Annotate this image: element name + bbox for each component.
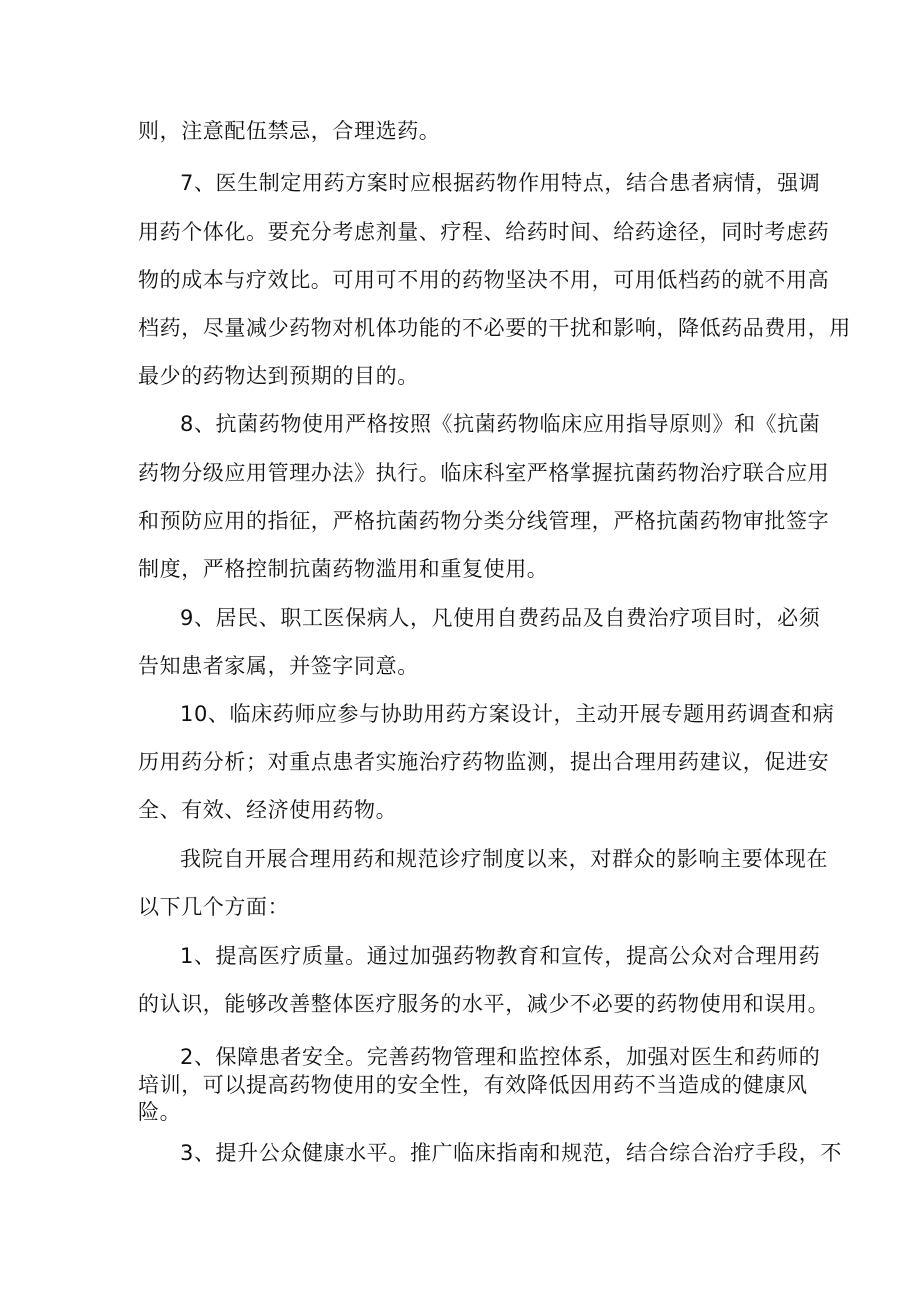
text-line: 全、有效、经济使用药物。	[138, 798, 398, 822]
text-line: 3、提升公众健康水平。推广临床指南和规范，结合综合治疗手段，不	[180, 1141, 842, 1165]
text-line: 药物分级应用管理办法》执行。临床科室严格掌握抗菌药物治疗联合应用	[138, 461, 830, 485]
text-line: 以下几个方面：	[138, 895, 290, 919]
text-line: 我院自开展合理用药和规范诊疗制度以来，对群众的影响主要体现在	[180, 847, 828, 871]
text-line: 用药个体化。要充分考虑剂量、疗程、给药时间、给药途径，同时考虑药	[138, 220, 830, 244]
text-line: 历用药分析；对重点患者实施治疗药物监测，提出合理用药建议，促进安	[138, 750, 830, 774]
text-line: 最少的药物达到预期的目的。	[138, 364, 419, 388]
text-line: 物的成本与疗效比。可用可不用的药物坚决不用，可用低档药的就不用高	[138, 268, 830, 292]
text-line: 和预防应用的指征，严格抗菌药物分类分线管理，严格抗菌药物审批签字	[138, 509, 830, 533]
text-line: 的认识，能够改善整体医疗服务的水平，减少不必要的药物使用和误用。	[138, 992, 830, 1016]
text-line: 则，注意配伍禁忌，合理选药。	[138, 119, 441, 143]
text-line: 9、居民、职工医保病人，凡使用自费药品及自费治疗项目时，必须	[180, 606, 821, 630]
text-line: 险。	[138, 1100, 182, 1124]
text-line: 10、临床药师应参与协助用药方案设计，主动开展专题用药调查和病	[180, 702, 835, 726]
text-line: 告知患者家属，并签字同意。	[138, 654, 419, 678]
text-line: 1、提高医疗质量。通过加强药物教育和宣传，提高公众对合理用药	[180, 944, 821, 968]
text-line: 8、抗菌药物使用严格按照《抗菌药物临床应用指导原则》和《抗菌	[180, 412, 821, 436]
text-line: 7、医生制定用药方案时应根据药物作用特点，结合患者病情，强调	[180, 171, 821, 195]
text-line: 2、保障患者安全。完善药物管理和监控体系，加强对医生和药师的	[180, 1045, 821, 1069]
text-line: 制度，严格控制抗菌药物滥用和重复使用。	[138, 557, 549, 581]
text-line: 档药，尽量减少药物对机体功能的不必要的干扰和影响，降低药品费用，用	[138, 316, 851, 340]
text-line: 培训，可以提高药物使用的安全性，有效降低因用药不当造成的健康风	[138, 1073, 808, 1097]
